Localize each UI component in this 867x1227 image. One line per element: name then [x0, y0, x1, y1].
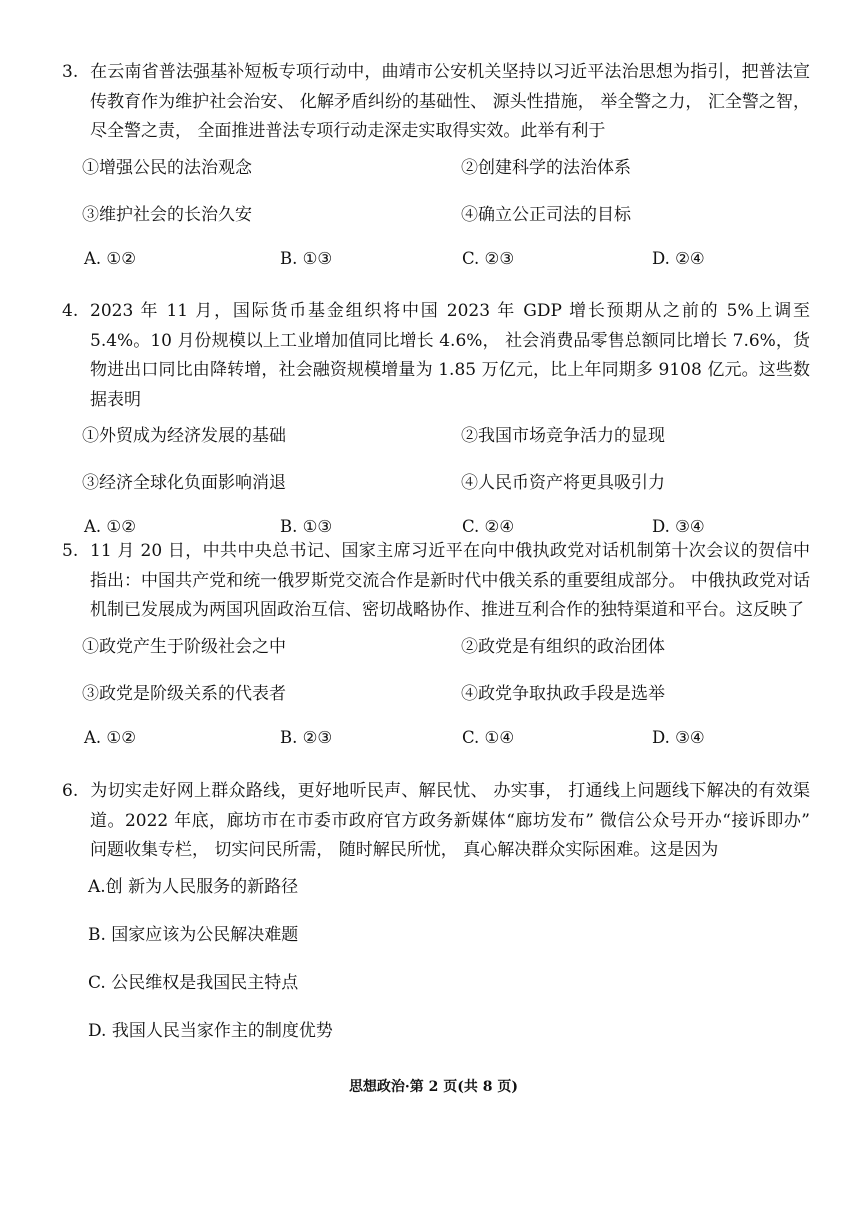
- question-stem: [62, 777, 810, 866]
- option-c: C. 公民维权是我国民主特点: [88, 972, 299, 993]
- choice-a: A. ①②: [84, 727, 136, 747]
- statement-3: ③经济全球化负面影响消退: [82, 473, 286, 493]
- choice-b: B. ①③: [280, 248, 333, 268]
- choice-b: B. ②③: [280, 727, 333, 747]
- question-text: 2023 年 11 月，国际货币基金组织将中国 2023 年 GDP 增长预期从之前的 5%上调至 5.4%。10 月份规模以上工业增加值同比增长 4.6%， 社会消费品零售总额同比增长 7.6%，货物进出口同比由降转增，社会融资规模增量为 1.85 万亿元，比上年同期多 9108 亿元。这些数据表明: [90, 301, 810, 410]
- statement-row: [62, 679, 810, 726]
- question-stem: [62, 297, 810, 415]
- choice-c: C. ②③: [462, 248, 515, 268]
- question-text: 在云南省普法强基补短板专项行动中，曲靖市公安机关坚持以习近平法治思想为指引，把普法宣传教育作为维护社会治安、 化解矛盾纠纷的基础性、 源头性措施， 举全警之力， 汇全警之智， 尽全警之责， 全面推进普法专项行动走深走实取得实效。此举有利于: [90, 62, 810, 141]
- question-stem: [62, 537, 810, 626]
- statement-row: [62, 153, 810, 200]
- statement-2: ②政党是有组织的政治团体: [461, 636, 665, 657]
- question-stem: [62, 58, 810, 147]
- question-text: 11 月 20 日，中共中央总书记、国家主席习近平在向中俄执政党对话机制第十次会议的贺信中指出：中国共产党和统一俄罗斯党交流合作是新时代中俄关系的重要组成部分。 中俄执政党对话机制已发展成为两国巩固政治互信、密切战略协作、推进互利合作的独特渠道和平台。这反映了: [90, 541, 810, 620]
- answer-choices: [62, 247, 810, 277]
- option-d: D. 我国人民当家作主的制度优势: [88, 1020, 333, 1041]
- question-text: 为切实走好网上群众路线，更好地听民声、解民忧、 办实事， 打通线上问题线下解决的有效渠道。2022 年底，廊坊市在市委市政府官方政务新媒体“廊坊发布” 微信公众号开办“接诉即办” 问题收集专栏， 切实问民所需， 随时解民所忧， 真心解决群众实际困难。这是因为: [90, 781, 810, 860]
- statement-2: ②创建科学的法治体系: [461, 157, 631, 178]
- question-number: 4.: [62, 301, 79, 321]
- statement-row: [62, 468, 810, 515]
- choice-d: D. ③④: [652, 727, 705, 747]
- question-3: [62, 58, 810, 277]
- choice-c: C. ②④: [462, 517, 515, 536]
- statement-row: [62, 632, 810, 679]
- statement-4: ④人民币资产将更具吸引力: [461, 473, 665, 493]
- choice-a: A. ①②: [84, 248, 136, 268]
- question-6: [62, 777, 810, 1064]
- statement-3: ③维护社会的长治久安: [82, 204, 252, 225]
- statement-row: [62, 200, 810, 247]
- statement-1: ①增强公民的法治观念: [82, 157, 252, 178]
- question-4: [62, 297, 810, 545]
- answer-choices: [62, 726, 810, 756]
- choice-d: D. ③④: [652, 517, 705, 536]
- statement-3: ③政党是阶级关系的代表者: [82, 683, 286, 704]
- question-number: 6.: [62, 781, 79, 801]
- statement-2: ②我国市场竞争活力的显现: [461, 426, 665, 446]
- statement-options: [62, 632, 810, 726]
- page-footer: 思想政治·第 2 页(共 8 页): [348, 1079, 519, 1095]
- text-options: [62, 872, 810, 1064]
- question-number: 3.: [62, 62, 79, 82]
- question-number: 5.: [62, 541, 79, 561]
- statement-options: [62, 421, 810, 515]
- statement-1: ①外贸成为经济发展的基础: [82, 426, 286, 446]
- statement-row: [62, 421, 810, 468]
- statement-options: [62, 153, 810, 247]
- choice-c: C. ①④: [462, 727, 515, 747]
- option-b: B. 国家应该为公民解决难题: [88, 924, 299, 945]
- choice-d: D. ②④: [652, 248, 705, 268]
- statement-4: ④确立公正司法的目标: [461, 204, 631, 225]
- statement-1: ①政党产生于阶级社会之中: [82, 636, 286, 657]
- choice-a: A. ①②: [84, 517, 136, 536]
- choice-b: B. ①③: [280, 517, 333, 536]
- option-a: A.创 新为人民服务的新路径: [88, 876, 299, 897]
- statement-4: ④政党争取执政手段是选举: [461, 683, 665, 704]
- question-5: [62, 537, 810, 756]
